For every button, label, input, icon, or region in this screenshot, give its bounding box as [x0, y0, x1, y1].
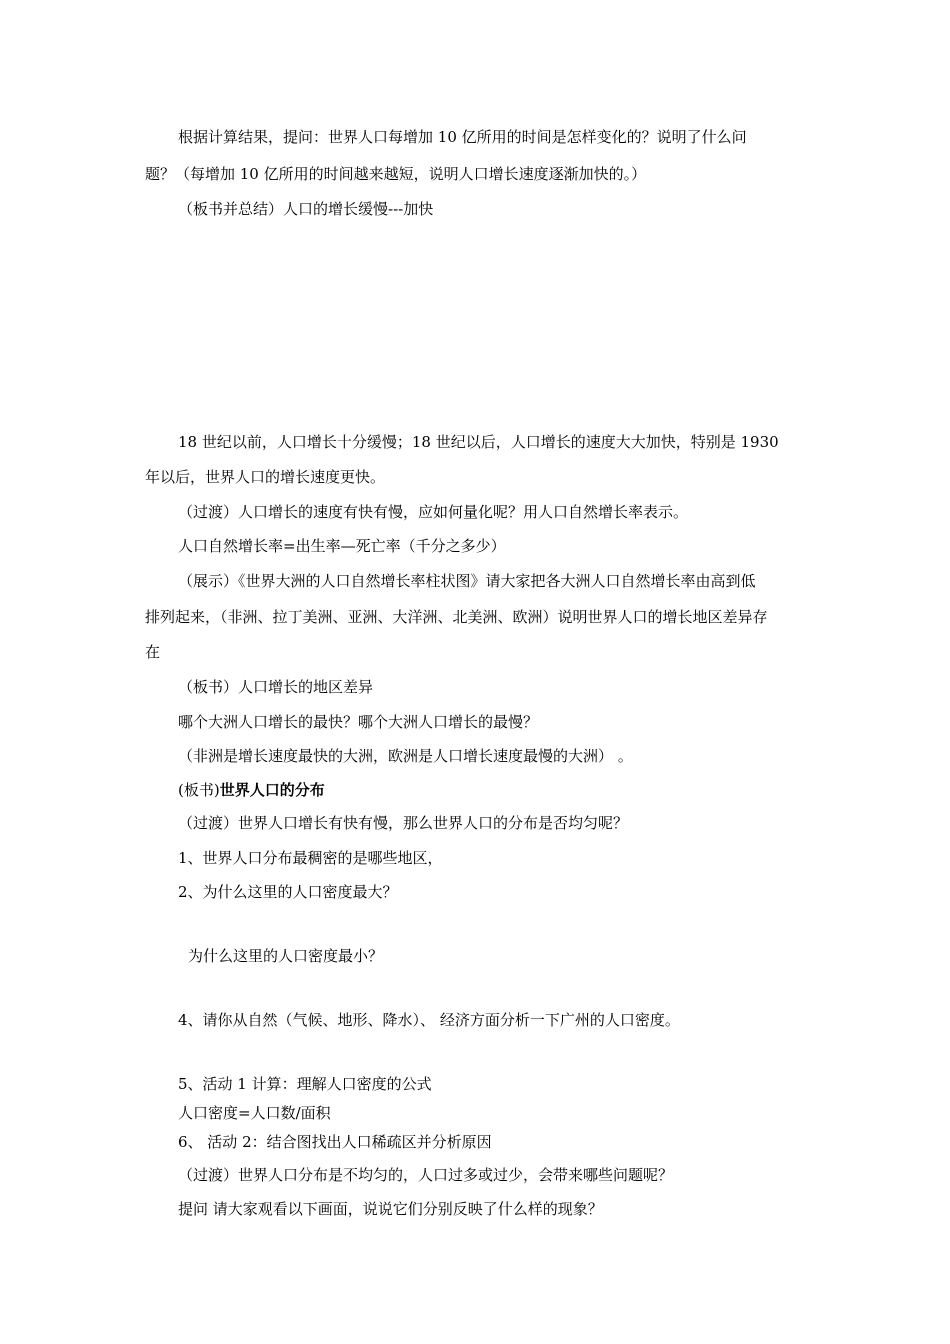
answer-line: （非洲是增长速度最快的大洲，欧洲是人口增长速度最慢的大洲） 。 — [178, 747, 633, 765]
board-note: （板书并总结）人口的增长缓慢---加快 — [178, 200, 434, 218]
transition-line: （过渡）世界人口增长有快有慢，那么世界人口的分布是否均匀呢？ — [178, 814, 629, 832]
activity-item: 5、活动 1 计算：理解人口密度的公式 — [178, 1075, 432, 1093]
question-line: 提问 请大家观看以下画面，说说它们分别反映了什么样的现象？ — [178, 1200, 603, 1218]
paragraph-line: 年以后，世界人口的增长速度更快。 — [145, 468, 386, 486]
formula-line: 人口密度=人口数/面积 — [178, 1104, 331, 1122]
question-line: 哪个大洲人口增长的最快？哪个大洲人口增长的最慢？ — [178, 713, 539, 731]
paragraph-line: 18 世纪以前，人口增长十分缓慢；18 世纪以后，人口增长的速度大大加快，特别是 1930 — [178, 433, 779, 451]
board-heading — [178, 780, 325, 800]
section-heading: 世界人口的分布 — [219, 781, 325, 799]
question-item: 1、世界人口分布最稠密的是哪些地区， — [178, 849, 443, 867]
question-item: 4、请你从自然（气候、地形、降水）、 经济方面分析一下广州的人口密度。 — [178, 1011, 680, 1029]
transition-line: （过渡）世界人口分布是不均匀的，人口过多或过少，会带来哪些问题呢？ — [178, 1166, 674, 1184]
board-note: （板书）人口增长的地区差异 — [178, 678, 374, 696]
paragraph-line: 在 — [145, 643, 161, 661]
question-item: 为什么这里的人口密度最小？ — [188, 947, 384, 965]
activity-item: 6、 活动 2：结合图找出人口稀疏区并分析原因 — [178, 1133, 492, 1151]
paragraph-line: （展示）《世界大洲的人口自然增长率柱状图》请大家把各大洲人口自然增长率由高到低 — [178, 572, 756, 590]
paragraph-line: 题？（每增加 10 亿所用的时间越来越短，说明人口增长速度逐渐加快的。） — [145, 165, 647, 183]
paragraph-line: 根据计算结果，提问：世界人口每增加 10 亿所用的时间是怎样变化的？说明了什么问 — [178, 128, 747, 146]
paragraph-line: 排列起来，（非洲、拉丁美洲、亚洲、大洋洲、北美洲、欧洲）说明世界人口的增长地区差异存 — [145, 608, 768, 626]
transition-line: （过渡）人口增长的速度有快有慢，应如何量化呢？用人口自然增长率表示。 — [178, 503, 689, 521]
board-label: (板书) — [178, 781, 220, 799]
formula-line: 人口自然增长率=出生率—死亡率（千分之多少） — [178, 537, 506, 555]
question-item: 2、为什么这里的人口密度最大？ — [178, 883, 398, 901]
